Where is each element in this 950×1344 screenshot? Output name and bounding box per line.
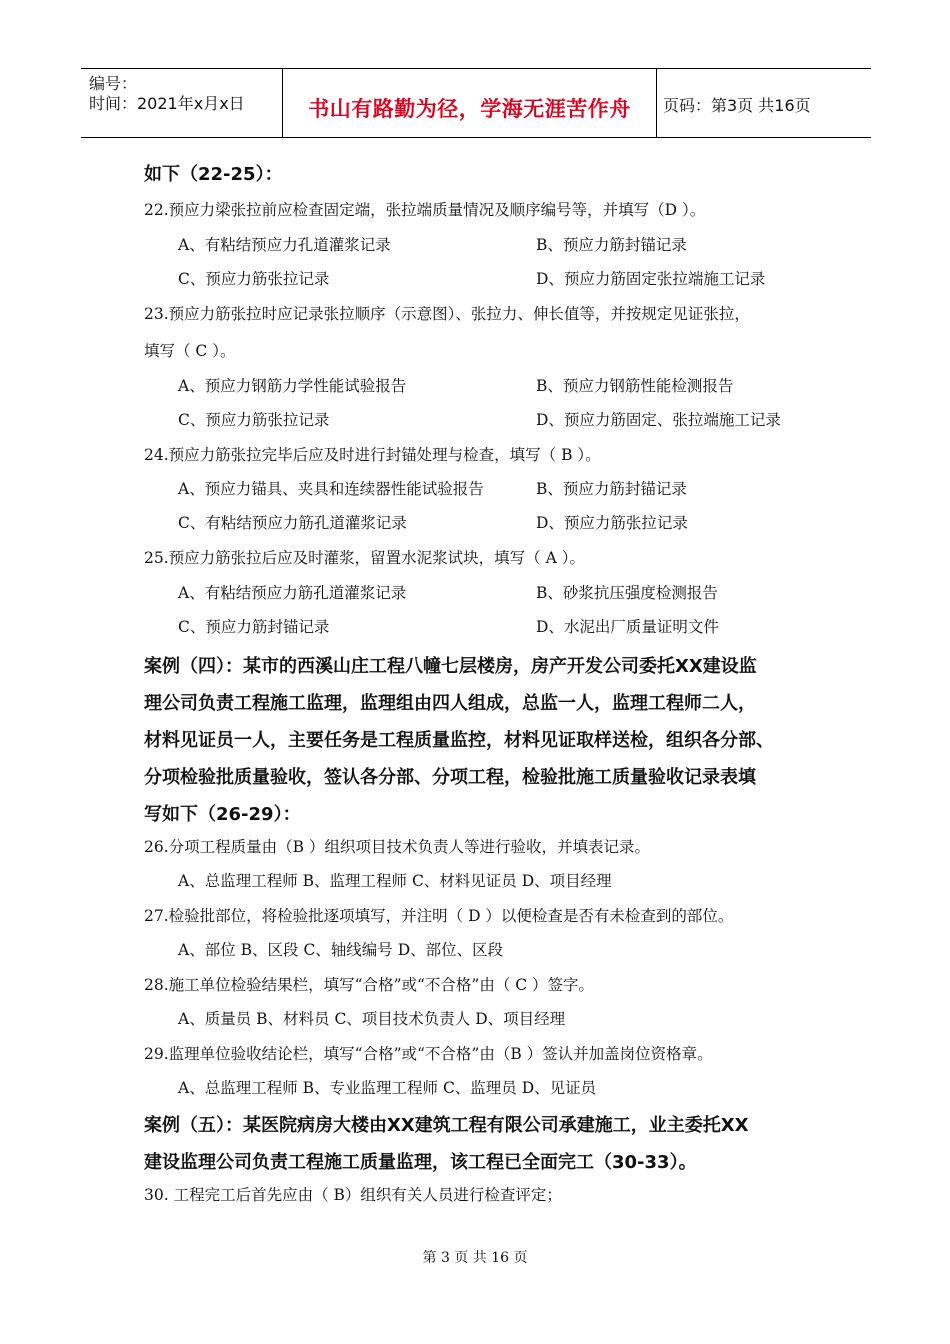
question-24: 24.预应力筋张拉完毕后应及时进行封锚处理与检查，填写（ B ）。: [144, 446, 601, 464]
header-page-number: 页码：第3页 共16页: [663, 96, 811, 115]
case-4-line-1: 案例（四）：某市的西溪山庄工程八幢七层楼房，房产开发公司委托XX建设监: [144, 656, 757, 677]
header-motto-cell: [282, 69, 657, 137]
question-28: 28.施工单位检验结果栏，填写“合格”或“不合格”由（ C ）签字。: [144, 976, 595, 994]
question-22-option-d: D、预应力筋固定张拉端施工记录: [536, 270, 766, 288]
question-27-options: A、部位 B、区段 C、轴线编号 D、部位、区段: [178, 941, 504, 959]
question-23-line-2: 填写（ C ）。: [144, 342, 236, 360]
header-page-cell: [655, 69, 871, 137]
case-4-line-2: 理公司负责工程施工监理，监理组由四人组成，总监一人，监理工程师二人，: [144, 693, 756, 714]
question-23-option-d: D、预应力筋固定、张拉端施工记录: [536, 411, 781, 429]
question-26-options: A、总监理工程师 B、监理工程师 C、材料见证员 D、项目经理: [178, 872, 612, 890]
question-30: 30. 工程完工后首先应由（ B）组织有关人员进行检查评定；: [144, 1186, 562, 1204]
document-number-label: 编号：: [89, 74, 138, 93]
question-25-option-b: B、砂浆抗压强度检测报告: [536, 584, 718, 602]
question-23-line-1: 23.预应力筋张拉时应记录张拉顺序（示意图）、张拉力、伸长值等，并按规定见证张拉，: [144, 305, 750, 323]
question-22-option-b: B、预应力筋封锚记录: [536, 236, 687, 254]
case-4-line-4: 分项检验批质量验收，签认各分部、分项工程，检验批施工质量验收记录表填: [144, 767, 756, 788]
case-5-line-2: 建设监理公司负责工程施工质量监理，该工程已全面完工（30-33）。: [144, 1152, 697, 1173]
case-4-line-5: 写如下（26-29）：: [144, 804, 301, 825]
header-motto: 书山有路勤为径，学海无涯苦作舟: [308, 97, 631, 121]
question-24-option-d: D、预应力筋张拉记录: [536, 514, 688, 532]
question-29-options: A、总监理工程师 B、专业监理工程师 C、监理员 D、见证员: [178, 1079, 597, 1097]
question-26: 26.分项工程质量由（B ）组织项目技术负责人等进行验收，并填表记录。: [144, 838, 650, 856]
question-27: 27.检验批部位，将检验批逐项填写，并注明（ D ）以便检查是否有未检查到的部位。: [144, 907, 734, 925]
question-24-option-a: A、预应力锚具、夹具和连续器性能试验报告: [178, 480, 484, 498]
case-4-line-3: 材料见证员一人，主要任务是工程质量监控，材料见证取样送检，组织各分部、: [144, 730, 774, 751]
page-footer: 第 3 页 共 16 页: [422, 1250, 528, 1266]
question-22-option-c: C、预应力筋张拉记录: [178, 270, 330, 288]
question-25: 25.预应力筋张拉后应及时灌浆，留置水泥浆试块，填写（ A ）。: [144, 549, 585, 567]
question-22: 22.预应力梁张拉前应检查固定端，张拉端质量情况及顺序编号等，并填写（D ）。: [144, 201, 706, 219]
question-23-option-b: B、预应力钢筋性能检测报告: [536, 377, 734, 395]
case-5-line-1: 案例（五）：某医院病房大楼由XX建筑工程有限公司承建施工，业主委托XX: [144, 1115, 749, 1136]
question-25-option-d: D、水泥出厂质量证明文件: [536, 618, 719, 636]
question-29: 29.监理单位验收结论栏，填写“合格”或“不合格”由（B ）签认并加盖岗位资格章。: [144, 1045, 713, 1063]
question-23-option-c: C、预应力筋张拉记录: [178, 411, 330, 429]
question-24-option-b: B、预应力筋封锚记录: [536, 480, 687, 498]
page-header: [81, 68, 871, 138]
question-25-option-c: C、预应力筋封锚记录: [178, 618, 330, 636]
question-28-options: A、质量员 B、材料员 C、项目技术负责人 D、项目经理: [178, 1010, 566, 1028]
header-info-cell: [81, 69, 282, 137]
document-time-label: 时间：2021年x月x日: [89, 94, 245, 113]
question-24-option-c: C、有粘结预应力筋孔道灌浆记录: [178, 514, 407, 532]
question-25-option-a: A、有粘结预应力筋孔道灌浆记录: [178, 584, 407, 602]
question-23-option-a: A、预应力钢筋力学性能试验报告: [178, 377, 407, 395]
case-intro-tail: 如下（22-25）：: [144, 164, 283, 185]
question-22-option-a: A、有粘结预应力孔道灌浆记录: [178, 236, 391, 254]
